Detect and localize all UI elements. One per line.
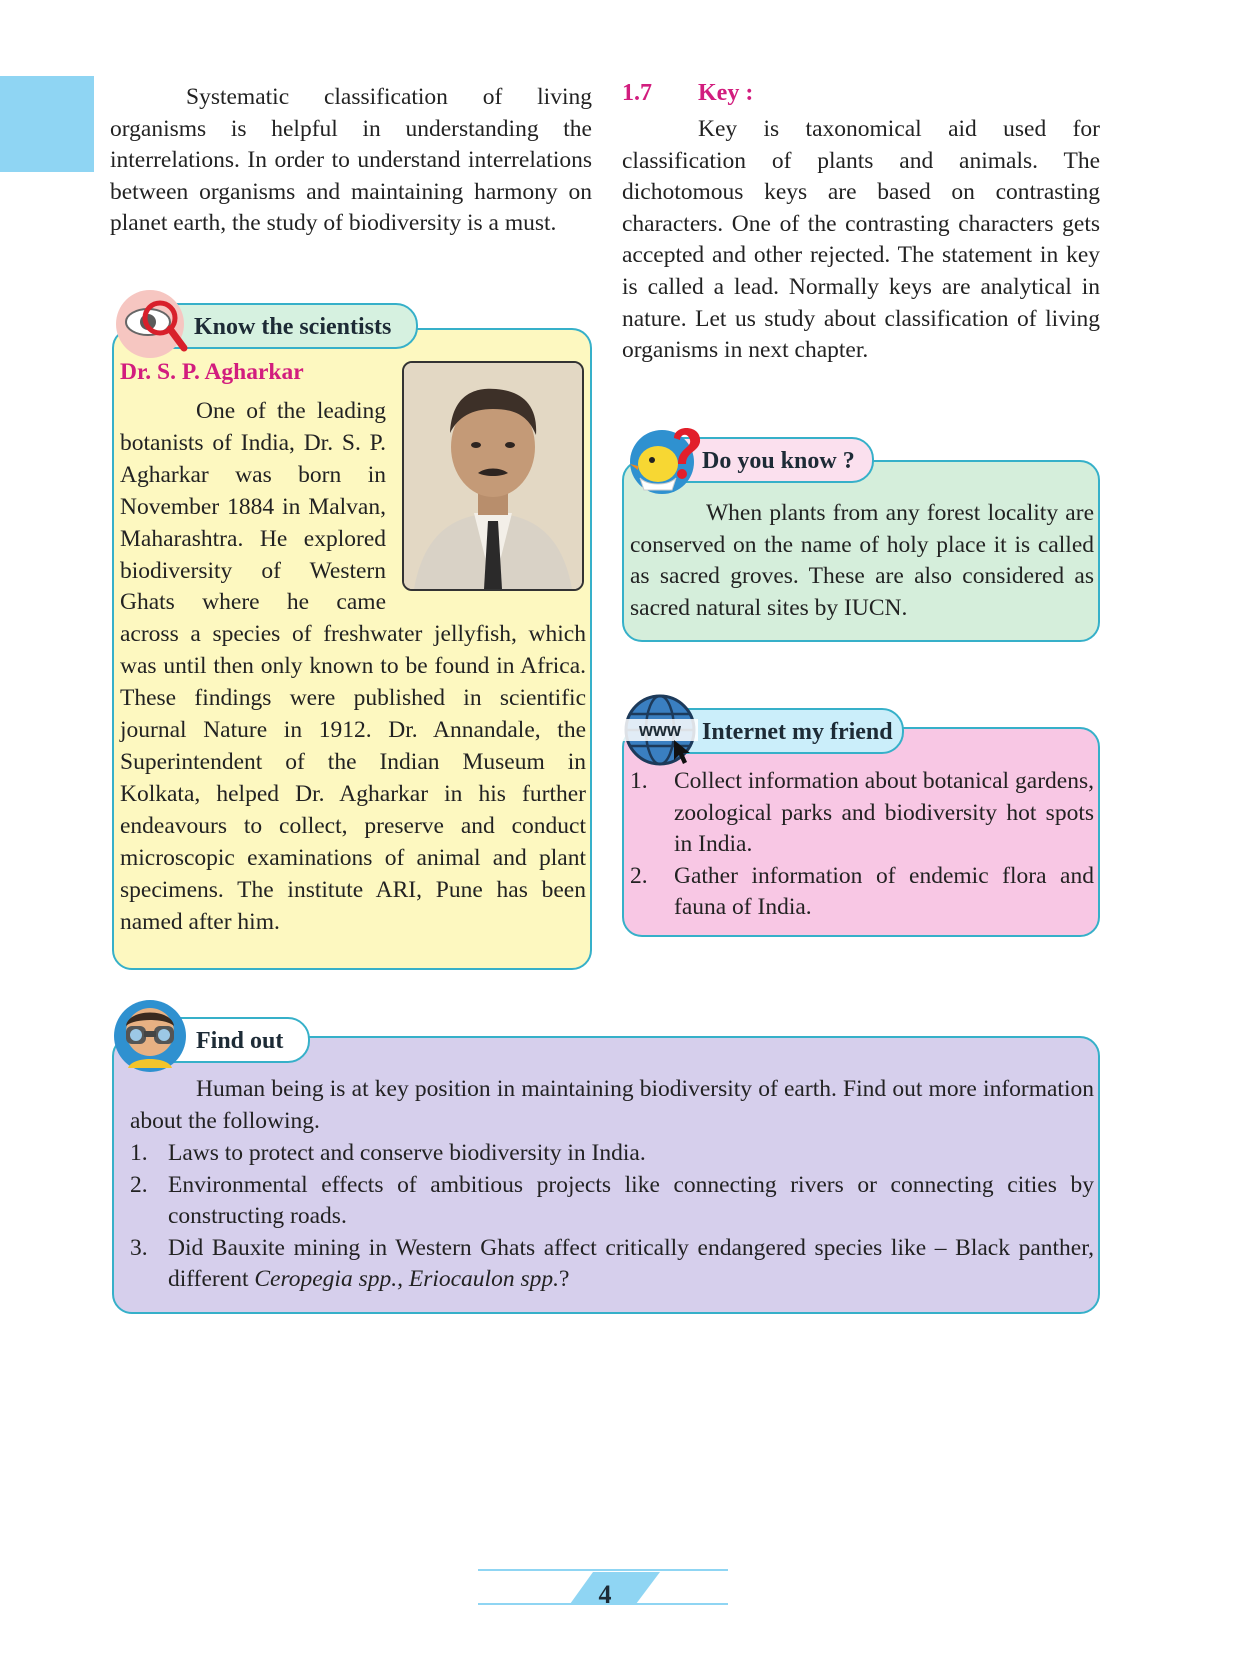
section-heading-key (622, 80, 753, 107)
www-label: www (638, 720, 682, 740)
find-out-tab: Find out (160, 1017, 310, 1063)
list-item: 2. Environmental effects of ambitious projects like connecting rivers or connecting cities by constructing roads. (130, 1171, 1094, 1230)
find-out-list (130, 1138, 1094, 1296)
list-item: 1. Collect information about botanical gardens, zoological parks and biodiversity hot spots in India. (630, 768, 1094, 858)
intro-paragraph: Systematic classification of living organisms is helpful in understanding the interrelations. In order to understand interrelations between organisms and maintaining harmony on planet earth, the study of biodiversity is a must. (110, 84, 592, 237)
section-title: Key : (698, 80, 754, 106)
do-you-know-text: When plants from any forest locality are conserved on the name of holy place it is called as sacred groves. These are also considered as sacred natural sites by IUCN. (630, 500, 1094, 621)
page-number: 4 (598, 1580, 612, 1609)
scientist-bio (120, 396, 586, 938)
magnifier-eye-icon (114, 288, 192, 360)
portrait-space (386, 396, 586, 588)
do-you-know-tab: Do you know ? (668, 437, 874, 483)
binoculars-kid-icon (110, 996, 190, 1076)
globe-www-icon (622, 690, 700, 770)
internet-friend-list (630, 766, 1094, 924)
know-scientists-tab: Know the scientists (160, 303, 418, 349)
key-paragraph: Key is taxonomical aid used for classification of plants and animals. The dichotomous keys are based on contrasting characters. One of the contrasting characters gets accepted and other rejected. The statement in key is called a lead. Normally keys are analytical in nature. Let us study about classification of living organisms in next chapter. (622, 116, 1100, 364)
chick-question-icon (626, 420, 706, 498)
internet-friend-tab: Internet my friend (668, 708, 904, 754)
page-tab-marker (0, 76, 94, 172)
section-number: 1.7 (622, 80, 652, 106)
scientist-name: Dr. S. P. Agharkar (120, 359, 304, 385)
list-item: 2. Gather information of endemic flora and fauna of India. (630, 862, 1094, 921)
list-item: 1. Laws to protect and conserve biodiversity in India. (130, 1140, 646, 1166)
list-item: 3. Did Bauxite mining in Western Ghats affect critically endangered species like – Black panther, different Ceropegia spp., Eriocaulon spp.? (130, 1234, 1094, 1293)
find-out-intro: Human being is at key position in maintaining biodiversity of earth. Find out more information about the following. (130, 1076, 1094, 1134)
scientist-bio-text: One of the leading botanists of India, Dr. S. P. Agharkar was born in November 1884 in Malvan, Maharashtra. He explored biodiversity of Western Ghats where he came across a species of freshwater jellyfish, which was until then only known to be found in Africa. These findings were published in scientific journal Nature in 1912. Dr. Annandale, the Superintendent of the Indian Museum in Kolkata, helped Dr. Agharkar in his further endeavours to collect, preserve and conduct microscopic examinations of animal and plant specimens. The institute ARI, Pune has been named after him. (120, 398, 586, 935)
